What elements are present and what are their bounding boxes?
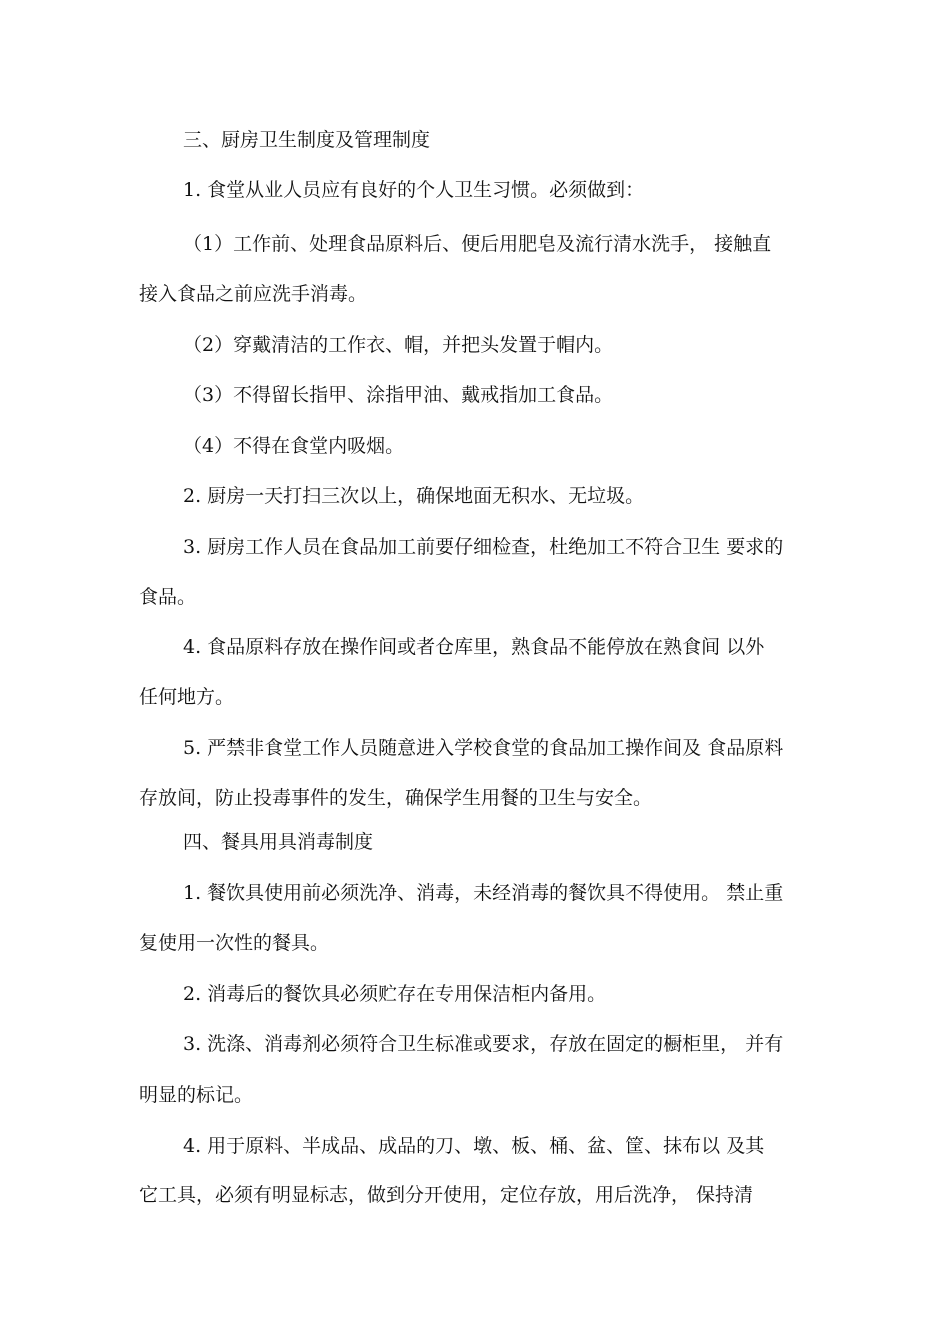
paragraph-line: 任何地方。 — [139, 686, 235, 708]
paragraph-line: （3）不得留长指甲、涂指甲油、戴戒指加工食品。 — [183, 384, 614, 406]
paragraph-line: 食品。 — [139, 586, 197, 608]
section-heading-kitchen-hygiene: 三、厨房卫生制度及管理制度 — [183, 129, 431, 151]
paragraph-line: 4. 用于原料、半成品、成品的刀、墩、板、桶、盆、筐、抹布以 及其 — [183, 1135, 765, 1157]
paragraph-line: 1. 食堂从业人员应有良好的个人卫生习惯。必须做到： — [183, 179, 645, 201]
section-heading-tableware-disinfection: 四、餐具用具消毒制度 — [183, 831, 374, 853]
paragraph-line: 5. 严禁非食堂工作人员随意进入学校食堂的食品加工操作间及 食品原料 — [183, 737, 784, 759]
paragraph-line: （2）穿戴清洁的工作衣、帽，并把头发置于帽内。 — [183, 334, 614, 356]
paragraph-line: 2. 厨房一天打扫三次以上，确保地面无积水、无垃圾。 — [183, 485, 645, 507]
paragraph-line: 复使用一次性的餐具。 — [139, 932, 330, 954]
paragraph-line: 4. 食品原料存放在操作间或者仓库里，熟食品不能停放在熟食间 以外 — [183, 636, 765, 658]
paragraph-line: 1. 餐饮具使用前必须洗净、消毒，未经消毒的餐饮具不得使用。 禁止重 — [183, 882, 784, 904]
paragraph-line: 2. 消毒后的餐饮具必须贮存在专用保洁柜内备用。 — [183, 983, 607, 1005]
paragraph-line: 明显的标记。 — [139, 1084, 254, 1106]
paragraph-line: 3. 洗涤、消毒剂必须符合卫生标准或要求，存放在固定的橱柜里， 并有 — [183, 1033, 784, 1055]
paragraph-line: 接入食品之前应洗手消毒。 — [139, 283, 368, 305]
paragraph-line: 3. 厨房工作人员在食品加工前要仔细检查，杜绝加工不符合卫生 要求的 — [183, 536, 784, 558]
paragraph-line: （4）不得在食堂内吸烟。 — [183, 435, 405, 457]
paragraph-line: 存放间，防止投毒事件的发生，确保学生用餐的卫生与安全。 — [139, 787, 653, 809]
paragraph-line: 它工具，必须有明显标志，做到分开使用，定位存放，用后洗净， 保持清 — [139, 1184, 754, 1206]
paragraph-line: （1）工作前、处理食品原料后、便后用肥皂及流行清水洗手， 接触直 — [183, 233, 772, 255]
